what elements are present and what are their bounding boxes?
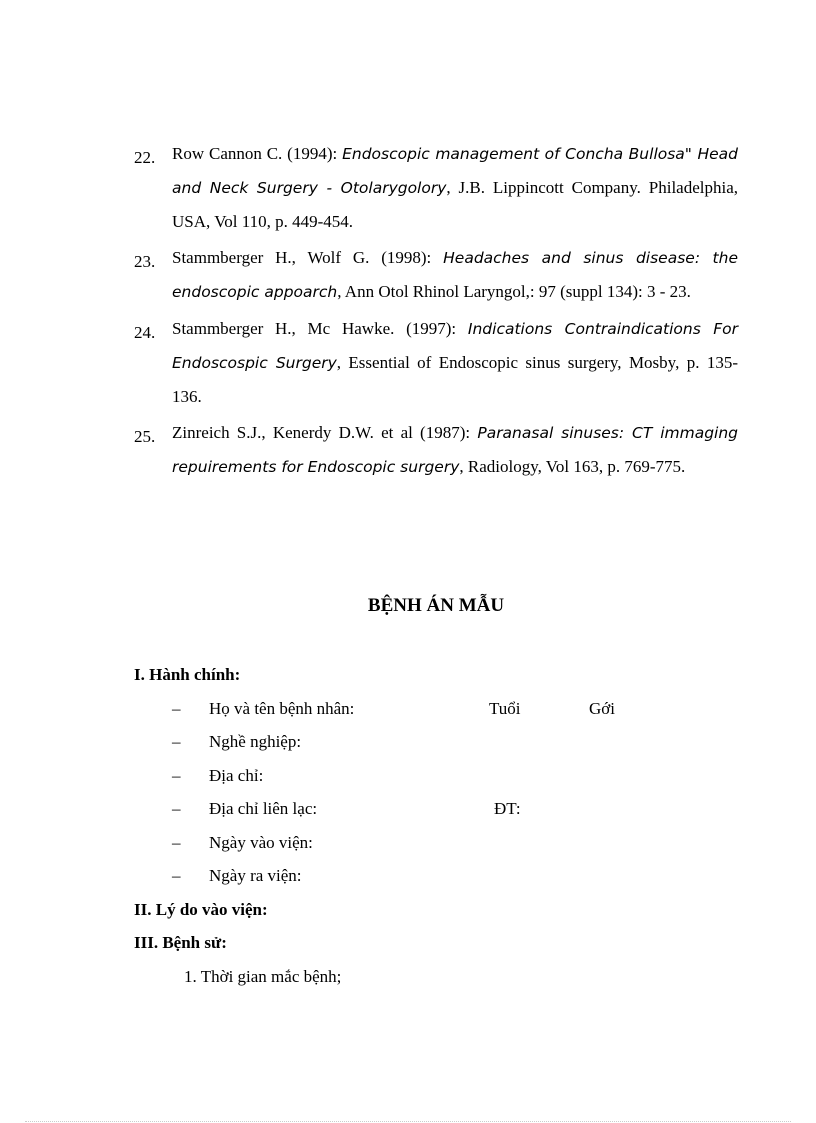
form-item-name (134, 692, 738, 726)
reference-item (134, 312, 738, 413)
form-item-occupation (134, 725, 738, 759)
dash-bullet: – (172, 866, 181, 885)
reference-details: , Essential of Endoscopic sinus surgery, Mosby, p. 135-136. (172, 353, 738, 406)
reference-title: Indications Contraindications For Endoscospic Surgery (172, 320, 738, 372)
reference-title: Paranasal sinuses: CT immaging repuirements for Endoscopic surgery (172, 424, 738, 476)
reference-item (134, 137, 738, 238)
phone-label: ĐT: (494, 799, 521, 818)
form-item-contact (134, 792, 738, 826)
age-label: Tuổi (489, 698, 521, 718)
contact-address-label: Địa chỉ liên lạc: (209, 799, 318, 818)
reference-details: , Ann Otol Rhinol Laryngol,: 97 (suppl 134): 3 - 23. (337, 282, 691, 301)
sex-label: Gới (589, 698, 615, 718)
dash-bullet: – (172, 832, 181, 852)
reference-details: , Radiology, Vol 163, p. 769-775. (459, 457, 686, 476)
form-item-address (134, 759, 738, 793)
reference-authors: Stammberger H., Wolf G. (1998): (172, 248, 444, 267)
form-title: BỆNH ÁN MẪU (367, 595, 505, 616)
dash-bullet: – (172, 698, 181, 718)
reference-number: 23. (134, 252, 156, 271)
section-heading-reason: II. Lý do vào viện: (134, 899, 268, 919)
section-heading-history: III. Bệnh sử: (134, 933, 227, 952)
reference-number: 25. (134, 427, 156, 446)
reference-title: Endoscopic management of Concha Bullosa" Head and Neck Surgery - Otolarygolory (172, 145, 739, 197)
dash-bullet: – (172, 765, 181, 785)
dash-bullet: – (172, 732, 181, 751)
reference-number: 22. (134, 148, 156, 167)
admission-date-label: Ngày vào viện: (209, 832, 313, 852)
reference-title: Headaches and sinus disease: the endoscopic appoarch (172, 249, 738, 301)
page-bottom-divider (25, 1121, 791, 1122)
patient-name-label: Họ và tên bệnh nhân: (209, 698, 355, 718)
history-subitem: 1. Thời gian mắc bệnh; (184, 966, 342, 986)
dash-bullet: – (172, 799, 181, 818)
reference-details: , J.B. Lippincott Company. Philadelphia, USA, Vol 110, p. 449-454. (172, 178, 738, 231)
reference-authors: Zinreich S.J., Kenerdy D.W. et al (1987): (172, 423, 478, 442)
reference-number: 24. (134, 323, 156, 342)
form-item-discharge (134, 859, 738, 893)
occupation-label: Nghề nghiệp: (209, 732, 302, 751)
medical-record-form (134, 658, 738, 993)
reference-item (134, 241, 738, 309)
reference-authors: Stammberger H., Mc Hawke. (1997): (172, 319, 468, 338)
discharge-date-label: Ngày ra viện: (209, 866, 302, 885)
section-heading-administrative: I. Hành chính: (134, 665, 241, 684)
reference-list (134, 137, 738, 487)
reference-authors: Row Cannon C. (1994): (172, 144, 343, 163)
reference-item (134, 416, 738, 484)
form-item-admission (134, 826, 738, 860)
address-label: Địa chỉ: (209, 765, 264, 785)
